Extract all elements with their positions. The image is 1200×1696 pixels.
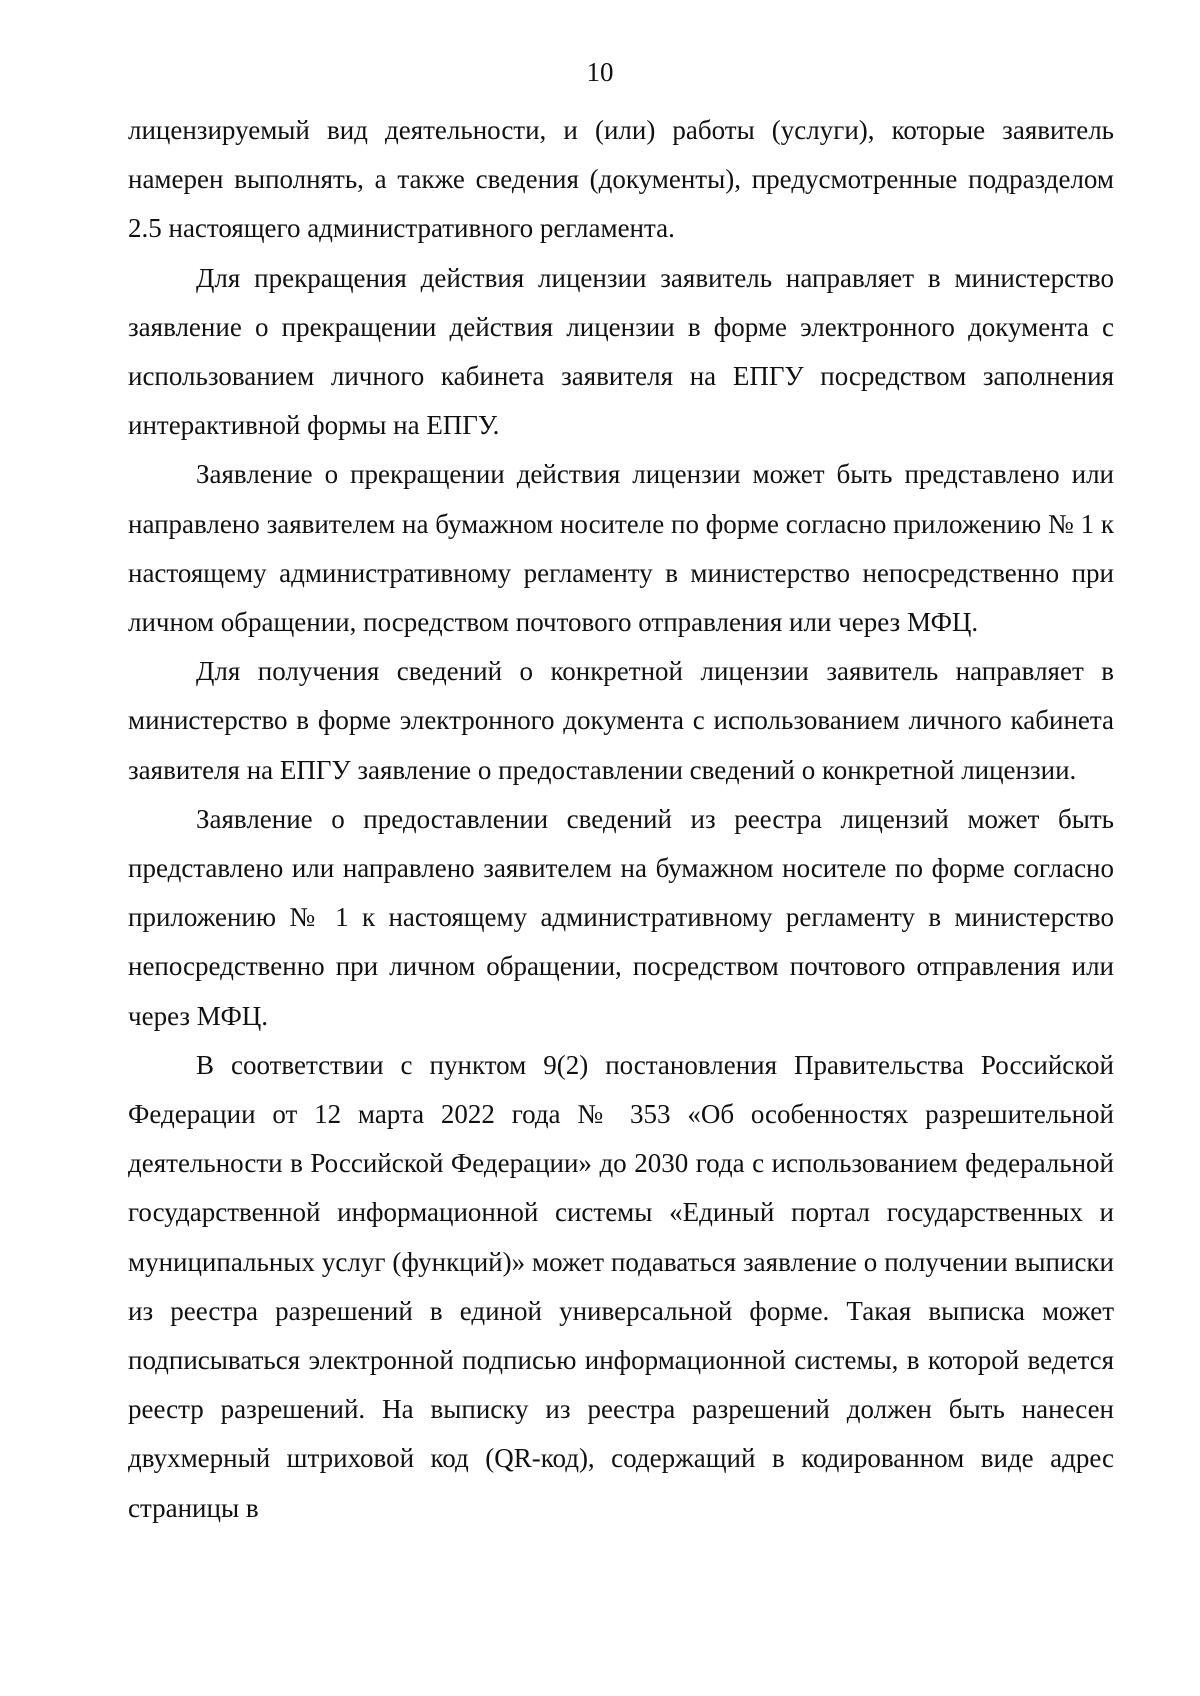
paragraph-2: Для прекращения действия лицензии заявитель направляет в министерство заявление о прекращении действия лицензии в форме электронного документа с использованием личного кабинета заявителя на ЕПГУ посредством заполнения интерактивной формы на ЕПГУ.: [128, 262, 1114, 441]
document-body: [128, 106, 1114, 1533]
paragraph-5: Заявление о предоставлении сведений из реестра лицензий может быть представлено или направлено заявителем на бумажном носителе по форме согласно приложению № 1 к настоящему административному регламенту в министерство непосредственно при личном обращении, посредством почтового отправления или через МФЦ.: [128, 803, 1114, 1031]
page-number: 10: [586, 57, 614, 87]
paragraph-4: Для получения сведений о конкретной лицензии заявитель направляет в министерство в форме электронного документа с использованием личного кабинета заявителя на ЕПГУ заявление о предоставлении сведений о конкретной лицензии.: [128, 656, 1114, 785]
paragraph-6: В соответствии с пунктом 9(2) постановления Правительства Российской Федерации от 12 марта 2022 года № 353 «Об особенностях разрешительной деятельности в Российской Федерации» до 2030 года с использованием федеральной государственной информационной системы «Единый портал государственных и муниципальных услуг (функций)» может подаваться заявление о получении выписки из реестра разрешений в единой универсальной форме. Такая выписка может подписываться электронной подписью информационной системы, в которой ведется реестр разрешений. На выписку из реестра разрешений должен быть нанесен двухмерный штриховой код (QR-код), содержащий в кодированном виде адрес страницы в: [128, 1049, 1114, 1523]
paragraph-1: лицензируемый вид деятельности, и (или) работы (услуги), которые заявитель намерен выполнять, а также сведения (документы), предусмотренные подразделом 2.5 настоящего административного регламента.: [128, 115, 1114, 244]
paragraph-3: Заявление о прекращении действия лицензии может быть представлено или направлено заявителем на бумажном носителе по форме согласно приложению № 1 к настоящему административному регламенту в министерство непосредственно при личном обращении, посредством почтового отправления или через МФЦ.: [128, 459, 1114, 638]
